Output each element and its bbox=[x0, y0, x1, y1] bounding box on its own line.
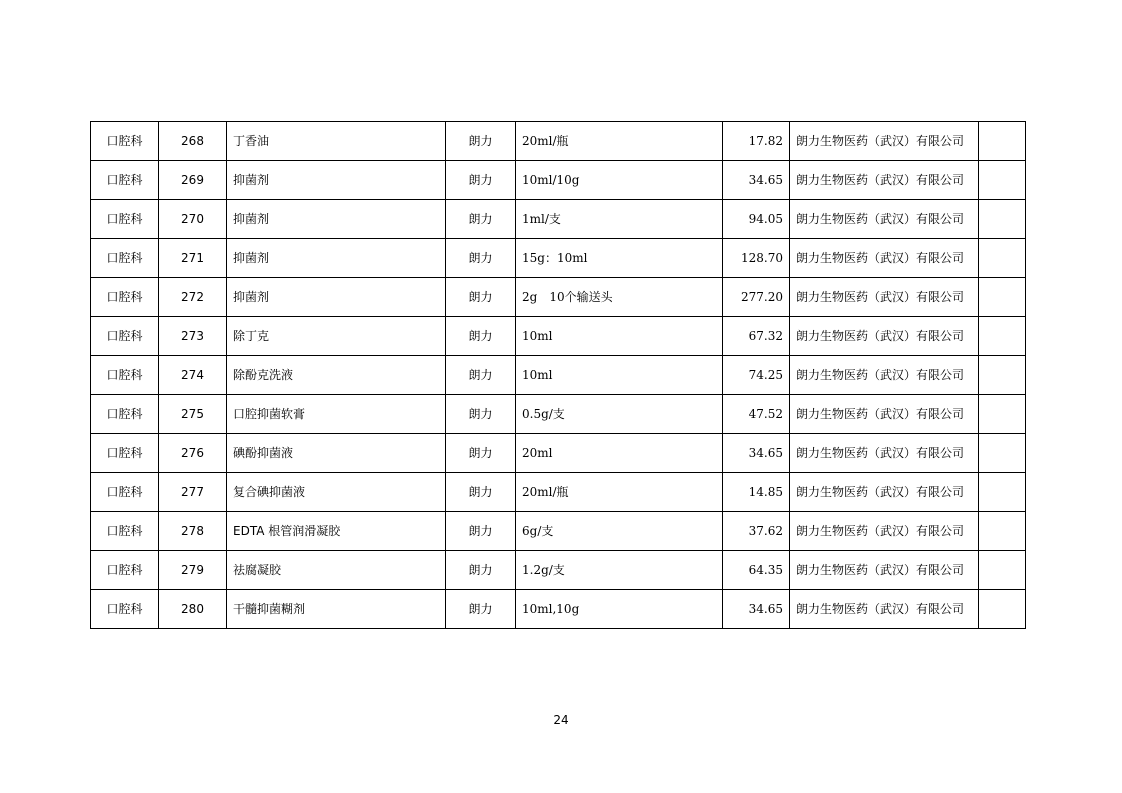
cell-product-name: 干髓抑菌糊剂 bbox=[227, 590, 446, 629]
cell-item-number: 277 bbox=[159, 473, 227, 512]
cell-specification: 20ml/瓶 bbox=[516, 473, 723, 512]
table-row bbox=[91, 551, 1026, 590]
cell-product-name: 抑菌剂 bbox=[227, 278, 446, 317]
cell-product-name: 抑菌剂 bbox=[227, 239, 446, 278]
cell-item-number: 271 bbox=[159, 239, 227, 278]
cell-specification: 6g/支 bbox=[516, 512, 723, 551]
cell-price: 34.65 bbox=[723, 590, 790, 629]
cell-brand: 朗力 bbox=[446, 239, 516, 278]
cell-department: 口腔科 bbox=[91, 278, 159, 317]
table-row bbox=[91, 278, 1026, 317]
cell-manufacturer: 朗力生物医药（武汉）有限公司 bbox=[790, 434, 979, 473]
table-row bbox=[91, 356, 1026, 395]
cell-manufacturer: 朗力生物医药（武汉）有限公司 bbox=[790, 590, 979, 629]
cell-manufacturer: 朗力生物医药（武汉）有限公司 bbox=[790, 512, 979, 551]
cell-department: 口腔科 bbox=[91, 356, 159, 395]
cell-item-number: 276 bbox=[159, 434, 227, 473]
cell-manufacturer: 朗力生物医药（武汉）有限公司 bbox=[790, 473, 979, 512]
cell-price: 74.25 bbox=[723, 356, 790, 395]
cell-department: 口腔科 bbox=[91, 317, 159, 356]
cell-price: 128.70 bbox=[723, 239, 790, 278]
cell-brand: 朗力 bbox=[446, 317, 516, 356]
table-row bbox=[91, 434, 1026, 473]
cell-department: 口腔科 bbox=[91, 200, 159, 239]
cell-item-number: 273 bbox=[159, 317, 227, 356]
product-price-table bbox=[90, 121, 1026, 629]
cell-item-number: 268 bbox=[159, 122, 227, 161]
cell-item-number: 279 bbox=[159, 551, 227, 590]
cell-department: 口腔科 bbox=[91, 551, 159, 590]
cell-note bbox=[979, 551, 1026, 590]
cell-price: 277.20 bbox=[723, 278, 790, 317]
table-body bbox=[91, 122, 1026, 629]
cell-manufacturer: 朗力生物医药（武汉）有限公司 bbox=[790, 356, 979, 395]
cell-brand: 朗力 bbox=[446, 590, 516, 629]
cell-product-name: 抑菌剂 bbox=[227, 161, 446, 200]
cell-brand: 朗力 bbox=[446, 551, 516, 590]
cell-product-name: EDTA 根管润滑凝胶 bbox=[227, 512, 446, 551]
cell-manufacturer: 朗力生物医药（武汉）有限公司 bbox=[790, 278, 979, 317]
cell-note bbox=[979, 317, 1026, 356]
cell-price: 37.62 bbox=[723, 512, 790, 551]
cell-product-name: 丁香油 bbox=[227, 122, 446, 161]
cell-note bbox=[979, 239, 1026, 278]
cell-manufacturer: 朗力生物医药（武汉）有限公司 bbox=[790, 200, 979, 239]
cell-department: 口腔科 bbox=[91, 239, 159, 278]
cell-department: 口腔科 bbox=[91, 161, 159, 200]
table-row bbox=[91, 590, 1026, 629]
cell-brand: 朗力 bbox=[446, 278, 516, 317]
table-row bbox=[91, 473, 1026, 512]
cell-note bbox=[979, 122, 1026, 161]
cell-specification: 10ml,10g bbox=[516, 590, 723, 629]
cell-item-number: 269 bbox=[159, 161, 227, 200]
cell-note bbox=[979, 161, 1026, 200]
cell-department: 口腔科 bbox=[91, 122, 159, 161]
table-row bbox=[91, 200, 1026, 239]
cell-specification: 1.2g/支 bbox=[516, 551, 723, 590]
cell-brand: 朗力 bbox=[446, 512, 516, 551]
cell-note bbox=[979, 200, 1026, 239]
cell-manufacturer: 朗力生物医药（武汉）有限公司 bbox=[790, 551, 979, 590]
cell-specification: 0.5g/支 bbox=[516, 395, 723, 434]
cell-manufacturer: 朗力生物医药（武汉）有限公司 bbox=[790, 161, 979, 200]
table-row bbox=[91, 317, 1026, 356]
cell-item-number: 272 bbox=[159, 278, 227, 317]
cell-price: 14.85 bbox=[723, 473, 790, 512]
cell-item-number: 270 bbox=[159, 200, 227, 239]
table-row bbox=[91, 395, 1026, 434]
cell-note bbox=[979, 590, 1026, 629]
cell-product-name: 抑菌剂 bbox=[227, 200, 446, 239]
cell-specification: 15g：10ml bbox=[516, 239, 723, 278]
cell-brand: 朗力 bbox=[446, 395, 516, 434]
cell-product-name: 除酚克洗液 bbox=[227, 356, 446, 395]
cell-department: 口腔科 bbox=[91, 512, 159, 551]
cell-price: 17.82 bbox=[723, 122, 790, 161]
table-row bbox=[91, 512, 1026, 551]
cell-product-name: 复合碘抑菌液 bbox=[227, 473, 446, 512]
cell-item-number: 278 bbox=[159, 512, 227, 551]
cell-manufacturer: 朗力生物医药（武汉）有限公司 bbox=[790, 122, 979, 161]
cell-product-name: 除丁克 bbox=[227, 317, 446, 356]
cell-price: 64.35 bbox=[723, 551, 790, 590]
cell-product-name: 碘酚抑菌液 bbox=[227, 434, 446, 473]
cell-note bbox=[979, 356, 1026, 395]
cell-brand: 朗力 bbox=[446, 473, 516, 512]
cell-price: 94.05 bbox=[723, 200, 790, 239]
cell-price: 67.32 bbox=[723, 317, 790, 356]
cell-item-number: 274 bbox=[159, 356, 227, 395]
cell-brand: 朗力 bbox=[446, 122, 516, 161]
cell-specification: 1ml/支 bbox=[516, 200, 723, 239]
table-row bbox=[91, 161, 1026, 200]
cell-note bbox=[979, 278, 1026, 317]
table-row bbox=[91, 122, 1026, 161]
cell-brand: 朗力 bbox=[446, 200, 516, 239]
cell-item-number: 275 bbox=[159, 395, 227, 434]
cell-specification: 10ml/10g bbox=[516, 161, 723, 200]
cell-manufacturer: 朗力生物医药（武汉）有限公司 bbox=[790, 317, 979, 356]
cell-brand: 朗力 bbox=[446, 434, 516, 473]
cell-brand: 朗力 bbox=[446, 356, 516, 395]
cell-specification: 2g 10个输送头 bbox=[516, 278, 723, 317]
cell-note bbox=[979, 512, 1026, 551]
cell-manufacturer: 朗力生物医药（武汉）有限公司 bbox=[790, 239, 979, 278]
cell-price: 34.65 bbox=[723, 434, 790, 473]
cell-specification: 10ml bbox=[516, 356, 723, 395]
cell-item-number: 280 bbox=[159, 590, 227, 629]
cell-price: 34.65 bbox=[723, 161, 790, 200]
table-row bbox=[91, 239, 1026, 278]
cell-product-name: 口腔抑菌软膏 bbox=[227, 395, 446, 434]
cell-specification: 20ml bbox=[516, 434, 723, 473]
cell-note bbox=[979, 473, 1026, 512]
cell-brand: 朗力 bbox=[446, 161, 516, 200]
cell-specification: 20ml/瓶 bbox=[516, 122, 723, 161]
cell-department: 口腔科 bbox=[91, 590, 159, 629]
page-number: 24 bbox=[553, 713, 569, 727]
cell-price: 47.52 bbox=[723, 395, 790, 434]
cell-department: 口腔科 bbox=[91, 395, 159, 434]
cell-manufacturer: 朗力生物医药（武汉）有限公司 bbox=[790, 395, 979, 434]
cell-department: 口腔科 bbox=[91, 434, 159, 473]
cell-specification: 10ml bbox=[516, 317, 723, 356]
cell-note bbox=[979, 434, 1026, 473]
cell-product-name: 祛腐凝胶 bbox=[227, 551, 446, 590]
cell-note bbox=[979, 395, 1026, 434]
cell-department: 口腔科 bbox=[91, 473, 159, 512]
